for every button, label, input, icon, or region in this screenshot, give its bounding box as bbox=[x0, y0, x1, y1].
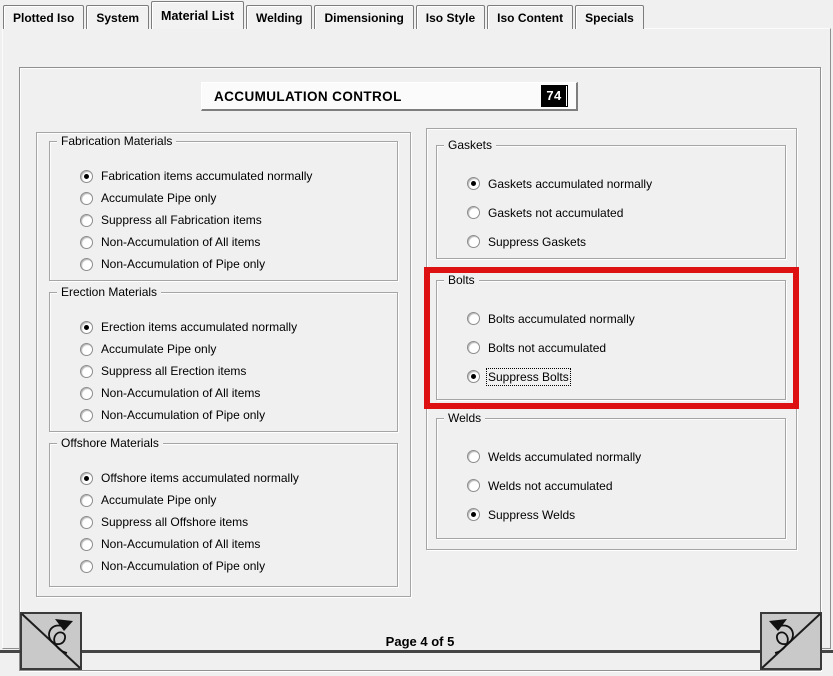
page-turn-back-button[interactable] bbox=[20, 612, 82, 671]
radio-option[interactable] bbox=[80, 533, 397, 555]
radio-label: Non-Accumulation of All items bbox=[101, 537, 261, 551]
radio-label: Welds accumulated normally bbox=[488, 449, 642, 464]
radio-label: Gaskets accumulated normally bbox=[488, 176, 653, 191]
group-title: Offshore Materials bbox=[57, 436, 163, 450]
page-turn-back-icon bbox=[20, 612, 82, 671]
group-gaskets bbox=[436, 138, 786, 259]
radio-label: Non-Accumulation of All items bbox=[101, 235, 261, 249]
radio-option[interactable] bbox=[467, 362, 785, 391]
group-title: Bolts bbox=[444, 273, 479, 287]
radio-label: Erection items accumulated normally bbox=[101, 320, 298, 334]
page-turn-forward-button[interactable] bbox=[760, 612, 822, 671]
group-welds bbox=[436, 411, 786, 539]
radio-option[interactable] bbox=[80, 467, 397, 489]
radio-option[interactable] bbox=[467, 471, 785, 500]
screen-number-badge: 74 bbox=[542, 86, 567, 106]
tab-strip bbox=[3, 0, 646, 29]
radio-button[interactable] bbox=[80, 214, 93, 227]
group-offshore-materials bbox=[49, 436, 398, 587]
radio-label: Suppress Gaskets bbox=[488, 234, 587, 249]
radio-option[interactable] bbox=[80, 209, 397, 231]
radio-button[interactable] bbox=[467, 508, 480, 521]
main-panel bbox=[19, 67, 821, 671]
radio-button[interactable] bbox=[80, 538, 93, 551]
radio-label: Non-Accumulation of Pipe only bbox=[101, 408, 266, 422]
radio-button[interactable] bbox=[80, 494, 93, 507]
radio-label: Suppress all Offshore items bbox=[101, 515, 249, 529]
page-indicator: Page 4 of 5 bbox=[385, 634, 455, 649]
radio-label: Suppress Welds bbox=[488, 507, 576, 522]
page-title-bar bbox=[201, 82, 578, 111]
radio-label: Accumulate Pipe only bbox=[101, 342, 217, 356]
radio-button[interactable] bbox=[80, 409, 93, 422]
radio-button[interactable] bbox=[80, 258, 93, 271]
radio-button[interactable] bbox=[467, 206, 480, 219]
radio-option[interactable] bbox=[467, 227, 785, 256]
radio-option[interactable] bbox=[80, 489, 397, 511]
radio-button[interactable] bbox=[467, 479, 480, 492]
radio-label: Welds not accumulated bbox=[488, 478, 613, 493]
tab-iso-content[interactable]: Iso Content bbox=[487, 5, 573, 29]
radio-option[interactable] bbox=[80, 187, 397, 209]
radio-button[interactable] bbox=[80, 192, 93, 205]
radio-label: Suppress all Fabrication items bbox=[101, 213, 262, 227]
radio-option[interactable] bbox=[80, 511, 397, 533]
tab-specials[interactable]: Specials bbox=[575, 5, 644, 29]
radio-button[interactable] bbox=[467, 177, 480, 190]
radio-label: Non-Accumulation of Pipe only bbox=[101, 257, 266, 271]
radio-option[interactable] bbox=[80, 253, 397, 275]
group-fabrication-materials bbox=[49, 134, 398, 281]
radio-button[interactable] bbox=[80, 472, 93, 485]
radio-option[interactable] bbox=[80, 360, 397, 382]
radio-option[interactable] bbox=[80, 231, 397, 253]
radio-option[interactable] bbox=[467, 304, 785, 333]
radio-option[interactable] bbox=[467, 333, 785, 362]
radio-label: Bolts accumulated normally bbox=[488, 311, 635, 326]
radio-option[interactable] bbox=[80, 404, 397, 426]
tab-dimensioning[interactable]: Dimensioning bbox=[314, 5, 413, 29]
radio-button[interactable] bbox=[80, 321, 93, 334]
radio-button[interactable] bbox=[80, 365, 93, 378]
tab-material-list[interactable]: Material List bbox=[151, 1, 244, 29]
group-title: Gaskets bbox=[444, 138, 496, 152]
page-title: ACCUMULATION CONTROL bbox=[214, 88, 402, 104]
radio-label: Bolts not accumulated bbox=[488, 340, 607, 355]
radio-button[interactable] bbox=[80, 560, 93, 573]
group-erection-materials bbox=[49, 285, 398, 432]
radio-button[interactable] bbox=[467, 235, 480, 248]
radio-label: Accumulate Pipe only bbox=[101, 493, 217, 507]
page-turn-forward-icon bbox=[760, 612, 822, 671]
radio-label: Non-Accumulation of Pipe only bbox=[101, 559, 266, 573]
tab-page bbox=[2, 28, 831, 649]
radio-label: Fabrication items accumulated normally bbox=[101, 169, 313, 183]
radio-button[interactable] bbox=[467, 341, 480, 354]
radio-option[interactable] bbox=[80, 555, 397, 577]
radio-option[interactable] bbox=[80, 316, 397, 338]
radio-button[interactable] bbox=[80, 387, 93, 400]
group-title: Fabrication Materials bbox=[57, 134, 176, 148]
radio-button[interactable] bbox=[467, 312, 480, 325]
group-bolts bbox=[436, 273, 786, 400]
radio-option[interactable] bbox=[467, 198, 785, 227]
radio-button[interactable] bbox=[80, 516, 93, 529]
radio-option[interactable] bbox=[80, 165, 397, 187]
radio-label: Suppress all Erection items bbox=[101, 364, 247, 378]
radio-option[interactable] bbox=[467, 500, 785, 529]
radio-option[interactable] bbox=[80, 338, 397, 360]
tab-system[interactable]: System bbox=[86, 5, 149, 29]
radio-label: Non-Accumulation of All items bbox=[101, 386, 261, 400]
radio-button[interactable] bbox=[467, 450, 480, 463]
tab-plotted-iso[interactable]: Plotted Iso bbox=[3, 5, 84, 29]
tab-iso-style[interactable]: Iso Style bbox=[416, 5, 485, 29]
group-title: Welds bbox=[444, 411, 485, 425]
radio-option[interactable] bbox=[467, 442, 785, 471]
radio-label: Suppress Bolts bbox=[488, 369, 569, 384]
radio-label: Gaskets not accumulated bbox=[488, 205, 624, 220]
radio-option[interactable] bbox=[467, 169, 785, 198]
radio-button[interactable] bbox=[80, 236, 93, 249]
radio-label: Offshore items accumulated normally bbox=[101, 471, 299, 485]
radio-button[interactable] bbox=[80, 343, 93, 356]
tab-welding[interactable]: Welding bbox=[246, 5, 312, 29]
radio-button[interactable] bbox=[80, 170, 93, 183]
radio-option[interactable] bbox=[80, 382, 397, 404]
radio-button[interactable] bbox=[467, 370, 480, 383]
group-title: Erection Materials bbox=[57, 285, 161, 299]
radio-label: Accumulate Pipe only bbox=[101, 191, 217, 205]
